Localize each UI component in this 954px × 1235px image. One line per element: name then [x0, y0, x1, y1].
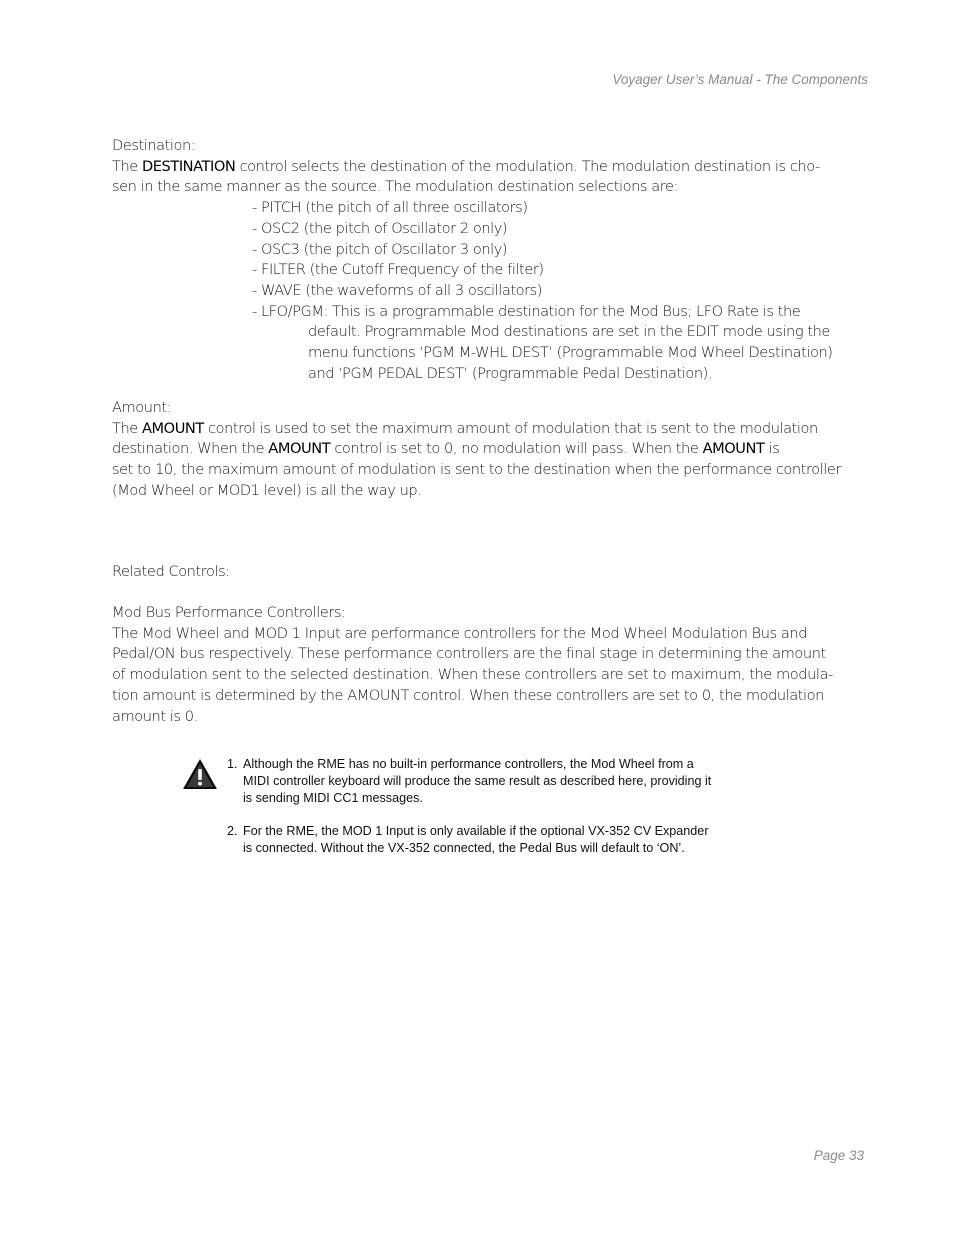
note-item — [227, 756, 787, 807]
destination-item-continuation: and ‘PGM PEDAL DEST’ (Programmable Pedal Destination). — [308, 364, 713, 382]
related-controls-heading: Related Controls: — [112, 563, 230, 580]
amount-text: The — [112, 419, 142, 437]
amount-text: (Mod Wheel or MOD1 level) is all the way up. — [112, 481, 422, 499]
note-line: MIDI controller keyboard will produce the same result as described here, providing it — [243, 774, 712, 788]
mod-bus-heading: Mod Bus Performance Controllers: — [112, 604, 346, 621]
related-controls-section — [112, 562, 852, 583]
amount-keyword: AMOUNT — [141, 419, 204, 437]
amount-heading: Amount: — [112, 399, 172, 416]
page-number: Page 33 — [813, 1148, 864, 1163]
amount-text: set to 10, the maximum amount of modulation is sent to the destination when the performance controller — [112, 461, 841, 479]
destination-keyword: DESTINATION — [141, 157, 236, 175]
destination-text-rest: control selects the destination of the modulation. The modulation destination is cho- — [235, 157, 820, 175]
destination-item-osc2: - OSC2 (the pitch of Oscillator 2 only) — [252, 219, 508, 237]
destination-item-continuation: menu functions ‘PGM M-WHL DEST’ (Programmable Mod Wheel Destination) — [308, 344, 833, 362]
amount-keyword: AMOUNT — [268, 440, 331, 458]
notes-list — [227, 756, 787, 873]
note-line: is sending MIDI CC1 messages. — [243, 791, 423, 805]
note-item — [227, 823, 787, 857]
destination-item-pitch: - PITCH (the pitch of all three oscillators) — [252, 199, 528, 217]
amount-keyword: AMOUNT — [702, 440, 765, 458]
destination-text-line2: sen in the same manner as the source. The modulation destination selections are: — [112, 178, 678, 196]
amount-text: is — [764, 440, 780, 458]
running-header: Voyager User’s Manual - The Components — [612, 72, 868, 87]
mod-bus-paragraph — [112, 624, 852, 728]
note-line: is connected. Without the VX-352 connected, the Pedal Bus will default to ‘ON’. — [243, 841, 685, 855]
destination-item-lfo-pgm: - LFO/PGM: This is a programmable destination for the Mod Bus; LFO Rate is the — [252, 302, 801, 320]
destination-item-filter: - FILTER (the Cutoff Frequency of the filter) — [252, 261, 544, 279]
amount-text: control is set to 0, no modulation will pass. When the — [330, 440, 703, 458]
note-line: Although the RME has no built-in performance controllers, the Mod Wheel from a — [243, 757, 694, 771]
destination-item-continuation: default. Programmable Mod destinations are set in the EDIT mode using the — [308, 323, 830, 341]
mod-bus-line: amount is 0. — [112, 707, 198, 725]
note-line: For the RME, the MOD 1 Input is only available if the optional VX-352 CV Expander — [243, 824, 709, 838]
mod-bus-line: tion amount is determined by the AMOUNT control. When these controllers are set to 0, the modulation — [112, 686, 824, 704]
destination-section — [112, 136, 852, 384]
destination-item-wave: - WAVE (the waveforms of all 3 oscillators) — [252, 281, 543, 299]
destination-heading: Destination: — [112, 137, 196, 154]
mod-bus-line: of modulation sent to the selected destination. When these controllers are set to maximum, the modula- — [112, 666, 833, 684]
amount-text: control is used to set the maximum amount of modulation that is sent to the modulation — [203, 419, 818, 437]
destination-list — [112, 198, 852, 384]
mod-bus-section — [112, 603, 852, 727]
amount-text: destination. When the — [112, 440, 269, 458]
destination-paragraph — [112, 157, 852, 198]
amount-paragraph — [112, 419, 852, 502]
note-number: 1. — [227, 757, 238, 771]
mod-bus-line: Pedal/ON bus respectively. These performance controllers are the final stage in determining the amount — [112, 645, 826, 663]
mod-bus-line: The Mod Wheel and MOD 1 Input are performance controllers for the Mod Wheel Modulation Bus and — [112, 624, 808, 642]
amount-section — [112, 398, 852, 502]
destination-text-start: The — [112, 157, 142, 175]
note-number: 2. — [227, 824, 238, 838]
destination-item-osc3: - OSC3 (the pitch of Oscillator 3 only) — [252, 240, 508, 258]
warning-triangle-icon — [182, 758, 218, 790]
